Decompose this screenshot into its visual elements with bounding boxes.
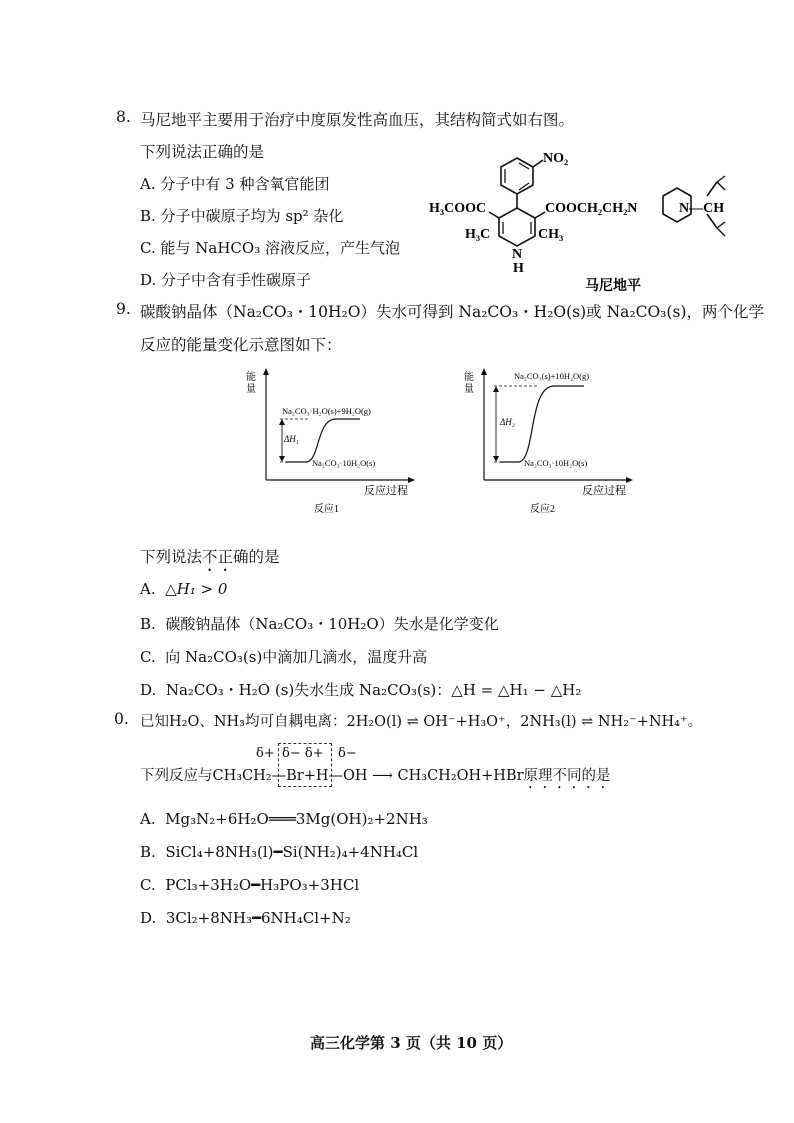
q10-prompt: 下列反应与CH₃CH₂—Br+H—OH ⟶ CH₃CH₂OH+HBr原理不同的是 (140, 768, 611, 784)
ring-n-label: N (512, 247, 523, 262)
left-ester-label: H₃COOC (429, 201, 487, 216)
chart2-xlabel: 反应过程 (582, 485, 626, 497)
q10-option-d: D. 3Cl₂+8NH₃━6NH₄Cl+N₂ (140, 909, 351, 927)
q10-option-a: A. Mg₃N₂+6H₂O═══3Mg(OH)₂+2NH₃ (140, 810, 428, 828)
chart1-reactant: Na₂CO₃·10H₂O(s) (312, 458, 376, 468)
chart1-xlabel: 反应过程 (364, 485, 408, 497)
chart1-ylabel-1: 能 (246, 372, 256, 383)
q9-option-d: D. Na₂CO₃・H₂O (s)失水生成 Na₂CO₃(s)：△H = △H₁ − △H₂ (140, 681, 582, 699)
q10-option-c: C. PCl₃+3H₂O━H₃PO₃+3HCl (140, 876, 360, 894)
energy-diagram-2 (458, 362, 633, 517)
no2-label: NO₂ (543, 151, 569, 166)
chart2-reactant: Na₂CO₃·10H₂O(s) (524, 458, 588, 468)
q10-delta2: δ− δ+ (282, 746, 324, 761)
q8-option-a: A. 分子中有 3 种含氧官能团 (140, 175, 330, 193)
page-footer: 高三化学第 3 页（共 10 页） (310, 1034, 513, 1052)
q9-option-b: B. 碳酸钠晶体（Na₂CO₃・10H₂O）失水是化学变化 (140, 615, 499, 633)
chart1-dh: ΔH₁ (284, 434, 299, 444)
q9-stem-line2: 反应的能量变化示意图如下： (140, 336, 342, 354)
q10-stem: 已知H₂O、NH₃均可自耦电离：2H₂O(l) ⇌ OH⁻+H₃O⁺，2NH₃(l) ⇌ NH₂⁻+NH₄⁺。 (140, 714, 703, 730)
q8-option-c: C. 能与 NaHCO₃ 溶液反应，产生气泡 (140, 239, 400, 257)
q9-option-c: C. 向 Na₂CO₃(s)中滴加几滴水，温度升高 (140, 648, 428, 666)
chart2-ylabel-2: 量 (464, 384, 474, 395)
q8-option-b: B. 分子中碳原子均为 sp² 杂化 (140, 207, 344, 225)
q10-number: 0. (114, 710, 129, 728)
q8-option-d: D. 分子中含有手性碳原子 (140, 271, 312, 289)
q8-stem: 马尼地平主要用于治疗中度原发性高血压，其结构简式如右图。 (140, 111, 575, 129)
chart1-ylabel-2: 量 (246, 384, 256, 395)
energy-diagram-1 (240, 362, 415, 517)
right-methyl-label: CH₃ (538, 227, 564, 242)
chart2-dh: ΔH₂ (500, 417, 515, 427)
chart2-ylabel-1: 能 (464, 372, 474, 383)
chart2-product: Na₂CO₃(s)+10H₂O(g) (514, 371, 590, 381)
q9-prompt: 下列说法不正确的是 (140, 548, 280, 566)
q10-option-b: B. SiCl₄+8NH₃(l)━Si(NH₂)₄+4NH₄Cl (140, 843, 419, 861)
q9-number: 9. (116, 300, 131, 318)
ring-h-label: H (513, 261, 524, 276)
chart1-caption: 反应1 (314, 504, 339, 515)
q8-number: 8. (116, 108, 131, 126)
structure-caption: 马尼地平 (585, 279, 641, 294)
q9-stem-line1: 碳酸钠晶体（Na₂CO₃・10H₂O）失水可得到 Na₂CO₃・H₂O(s)或 Na₂CO₃(s)，两个化学 (140, 303, 764, 321)
manidipine-structure (425, 138, 730, 298)
q8-prompt: 下列说法正确的是 (140, 143, 265, 161)
q9-option-a: A. △H₁ > 0 (140, 580, 228, 598)
chart2-caption: 反应2 (530, 504, 555, 515)
q10-delta1: δ+ (256, 746, 275, 761)
chart1-product: Na₂CO₃·H₂O(s)+9H₂O(g) (282, 406, 371, 416)
left-methyl-label: H₃C (465, 227, 491, 242)
q10-delta3: δ− (338, 746, 357, 761)
right-ester-label: COOCH₂CH₂N (545, 201, 638, 216)
ch-label: N—CH (679, 201, 725, 216)
